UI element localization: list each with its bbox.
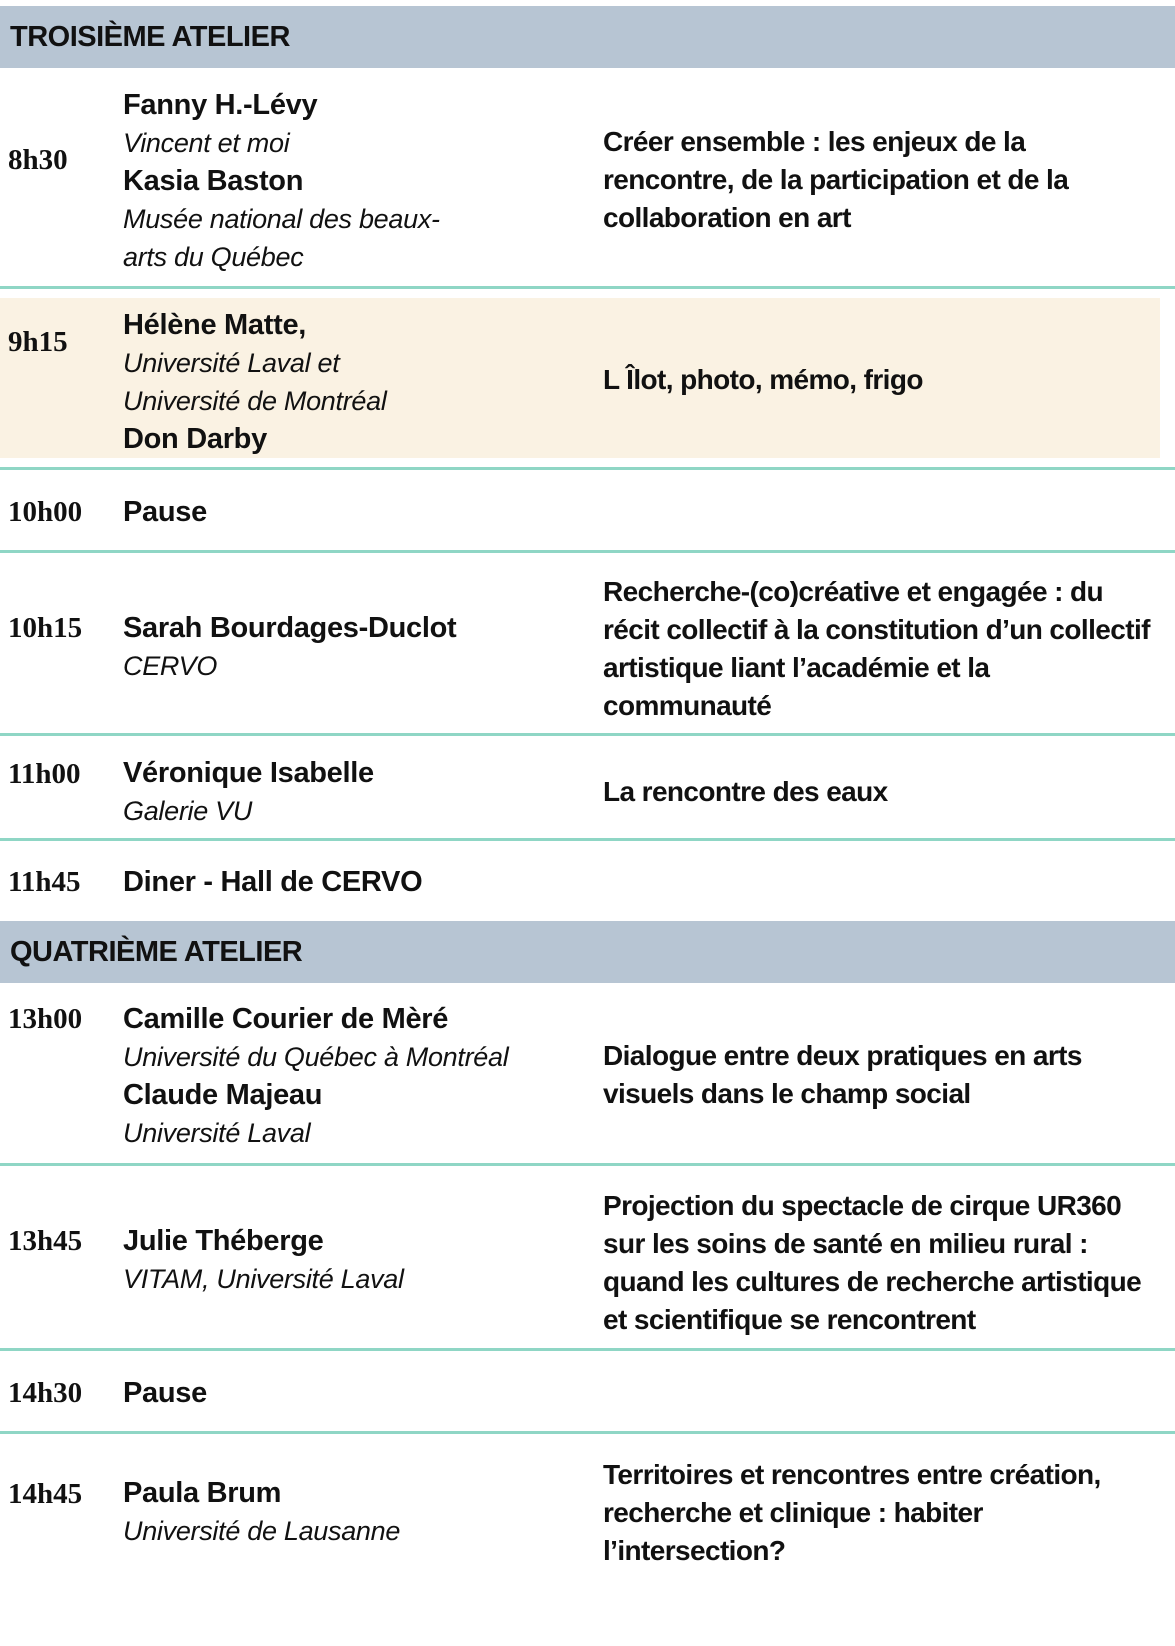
schedule-row (0, 68, 1175, 286)
speaker-name: Julie Théberge (123, 1225, 324, 1257)
session-time: 10h15 (8, 612, 83, 644)
schedule-row (0, 553, 1175, 733)
speaker-name: Claude Majeau (123, 1079, 323, 1111)
break-label: Pause (123, 1377, 207, 1409)
speaker-affiliation: Université Laval (123, 1118, 311, 1148)
speaker-name: Don Darby (123, 423, 267, 455)
speaker-affiliation: CERVO (123, 651, 218, 681)
schedule-row-break (0, 1351, 1175, 1431)
session-time: 14h45 (8, 1478, 83, 1510)
session-title: Dialogue entre deux pratiques en arts visuels dans le champ social (603, 1040, 1082, 1109)
speaker-affiliation: Galerie VU (123, 796, 253, 826)
speaker-name: Kasia Baston (123, 165, 304, 197)
speaker-affiliation: Université de Lausanne (123, 1516, 401, 1546)
speakers (123, 1000, 583, 1152)
speakers (123, 754, 583, 830)
speaker-name: Paula Brum (123, 1477, 282, 1509)
speaker-name: Fanny H.-Lévy (123, 89, 318, 121)
speakers (123, 1222, 583, 1298)
schedule-row-break (0, 841, 1175, 921)
session-title: La rencontre des eaux (603, 776, 888, 807)
schedule-row (0, 736, 1175, 838)
speaker-affiliation: VITAM, Université Laval (123, 1264, 404, 1294)
break-label: Diner - Hall de CERVO (123, 866, 423, 898)
break-label: Pause (123, 496, 207, 528)
schedule-row-break (0, 470, 1175, 550)
section-header-troisieme-atelier: TROISIÈME ATELIER (0, 6, 1175, 68)
speakers (123, 306, 583, 458)
speaker-affiliation: Université du Québec à Montréal (123, 1042, 509, 1072)
speakers (123, 1474, 583, 1550)
session-title: L Îlot, photo, mémo, frigo (603, 364, 923, 395)
speaker-affiliation: Université Laval et Université de Montréal (123, 348, 387, 416)
session-time: 13h00 (8, 1003, 83, 1035)
schedule-row (0, 1166, 1175, 1348)
schedule-row (0, 1434, 1175, 1646)
session-time: 9h15 (8, 326, 68, 358)
session-title: Territoires et rencontres entre création, recherche et clinique : habiter l’intersection? (603, 1459, 1101, 1566)
session-title: Projection du spectacle de cirque UR360 sur les soins de santé en milieu rural : quand les cultures de recherche artistique et scientifique se rencontrent (603, 1190, 1142, 1335)
session-time: 10h00 (8, 496, 83, 528)
speaker-name: Sarah Bourdages-Duclot (123, 612, 457, 644)
speakers (123, 86, 583, 276)
row-divider (0, 286, 1175, 289)
speakers (123, 609, 583, 685)
session-time: 14h30 (8, 1377, 83, 1409)
session-time: 11h00 (8, 758, 81, 790)
speaker-affiliation: Musée national des beaux-arts du Québec (123, 204, 440, 272)
session-time: 13h45 (8, 1225, 83, 1257)
session-time: 11h45 (8, 866, 81, 898)
session-title: Créer ensemble : les enjeux de la rencontre, de la participation et de la collaboration en art (603, 126, 1069, 233)
schedule-row (0, 983, 1175, 1163)
section-header-quatrieme-atelier: QUATRIÈME ATELIER (0, 921, 1175, 983)
speaker-name: Camille Courier de Mèré (123, 1003, 449, 1035)
session-title: Recherche-(co)créative et engagée : du récit collectif à la constitution d’un collectif artistique liant l’académie et la communauté (603, 576, 1150, 721)
speaker-affiliation: Vincent et moi (123, 128, 290, 158)
session-time: 8h30 (8, 144, 68, 176)
speaker-name: Véronique Isabelle (123, 757, 374, 789)
speaker-name: Hélène Matte, (123, 309, 307, 341)
schedule-row-highlighted (0, 298, 1175, 458)
